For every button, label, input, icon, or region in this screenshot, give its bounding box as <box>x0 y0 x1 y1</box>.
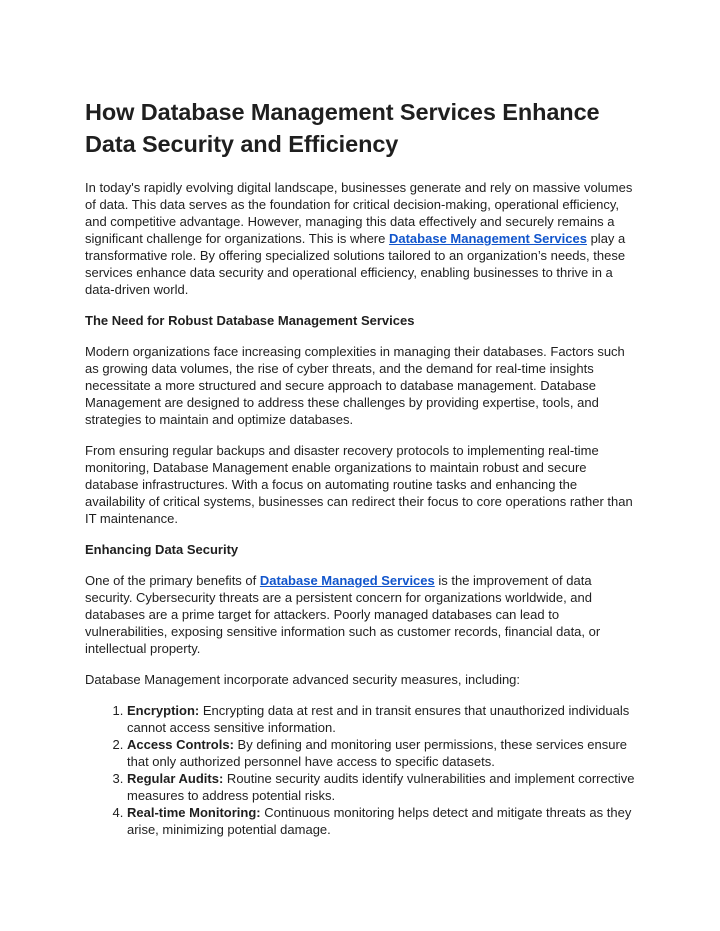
section-security-paragraph-2: Database Management incorporate advanced security measures, including: <box>85 672 521 687</box>
intro-paragraph <box>85 179 637 298</box>
intro-text-after-link: play a transformative role. By offering specialized solutions tailored to an organization’s needs, these services enhance data security and operational efficiency, enabling businesses to thrive in a data-driven world. <box>85 231 626 297</box>
list-item-term: Encryption: <box>127 703 200 718</box>
list-item-text: By defining and monitoring user permissions, these services ensure that only authorized personnel have access to specific datasets. <box>127 737 628 769</box>
list-item-text: Encrypting data at rest and in transit ensures that unauthorized individuals cannot access sensitive information. <box>127 703 630 735</box>
database-management-services-link[interactable]: Database Management Services <box>388 231 587 246</box>
section-security-paragraph-1 <box>85 572 637 657</box>
list-item <box>127 736 637 770</box>
list-item-term: Access Controls: <box>127 737 234 752</box>
database-managed-services-link[interactable]: Database Managed Services <box>259 573 435 588</box>
security-measures-list <box>85 702 637 838</box>
list-item <box>127 770 637 804</box>
section-heading-security: Enhancing Data Security <box>85 542 239 557</box>
intro-text-before-link: In today's rapidly evolving digital landscape, businesses generate and rely on massive volumes of data. This data serves as the foundation for critical decision-making, operational efficiency, and competitive advantage. However, managing this data effectively and securely remains a significant challenge for organizations. This is where <box>85 180 633 246</box>
section-need-paragraph-2: From ensuring regular backups and disaster recovery protocols to implementing real-time monitoring, Database Management enable organizations to maintain robust and secure database infrastructures. With a focus on automating routine tasks and enhancing the availability of critical systems, businesses can redirect their focus to core operations rather than IT maintenance. <box>85 443 633 526</box>
list-item-text: Continuous monitoring helps detect and mitigate threats as they arise, minimizing potential damage. <box>127 805 632 837</box>
list-item-text: Routine security audits identify vulnerabilities and implement corrective measures to address potential risks. <box>127 771 635 803</box>
article-title: How Database Management Services Enhance Data Security and Efficiency <box>85 99 600 157</box>
list-item <box>127 804 637 838</box>
security-text-before-link: One of the primary benefits of <box>85 573 260 588</box>
list-item-term: Real-time Monitoring: <box>127 805 261 820</box>
list-item-term: Regular Audits: <box>127 771 224 786</box>
section-heading-need: The Need for Robust Database Management Services <box>85 313 415 328</box>
list-item <box>127 702 637 736</box>
document-page <box>85 96 637 838</box>
section-need-paragraph-1: Modern organizations face increasing complexities in managing their databases. Factors such as growing data volumes, the rise of cyber threats, and the demand for real-time insights necessitate a more structured and secure approach to database management. Database Management are designed to address these challenges by providing expertise, tools, and strategies to maintain and optimize databases. <box>85 344 625 427</box>
security-text-after-link: is the improvement of data security. Cybersecurity threats are a persistent concern for organizations worldwide, and databases are a prime target for attackers. Poorly managed databases can lead to vulnerabilities, exposing sensitive information such as customer records, financial data, or intellectual property. <box>85 573 601 656</box>
